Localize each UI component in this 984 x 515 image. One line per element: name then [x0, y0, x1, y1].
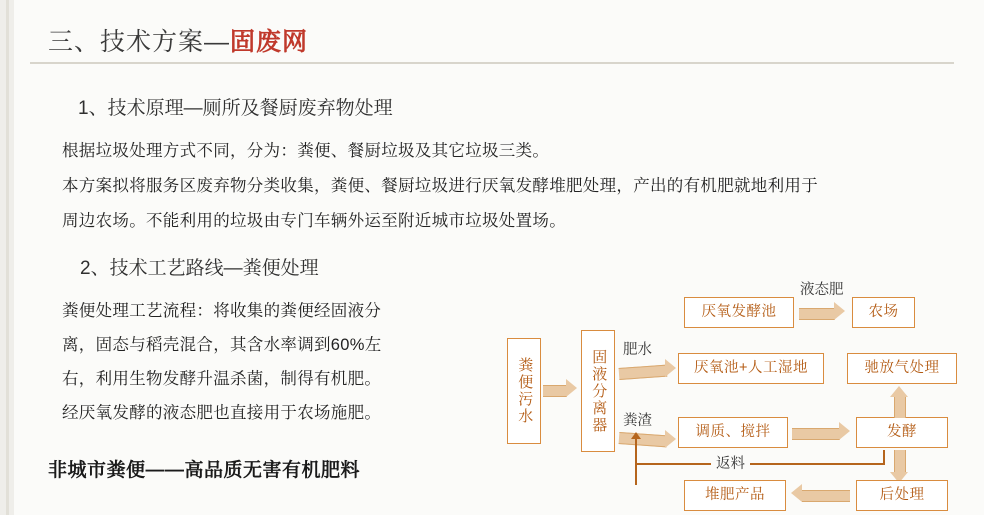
page-title: [48, 22, 308, 58]
section2-line-2: 离，固态与稻壳混合，其含水率调到60%左: [62, 336, 382, 354]
edge-label-liquid-fertilizer: 液态肥: [800, 282, 844, 298]
arrow-feces-to-separator: [543, 385, 567, 397]
section2-line-3: 右，利用生物发酵升温杀菌，制得有机肥。: [62, 370, 382, 388]
arrow-fermentation-to-gas: [894, 396, 906, 418]
arrow-fermentation-to-gas-head: [890, 386, 908, 397]
arrow-tank-to-farm-head: [834, 302, 845, 320]
page-title-prefix: 三、技术方案—: [48, 28, 231, 56]
node-solid-liquid-separator[interactable]: 固液分离器: [581, 330, 615, 452]
section1-line-2: 本方案拟将服务区废弃物分类收集，粪便、餐厨垃圾进行厌氧发酵堆肥处理，产出的有机肥就地利用于: [62, 177, 818, 195]
arrow-post-to-compost-head: [791, 484, 802, 502]
title-divider: [30, 62, 954, 64]
arrow-conditioning-to-fermentation: [792, 428, 840, 440]
arrow-fermentation-to-post: [894, 450, 906, 474]
edge-label-fertilizer-water: 肥水: [623, 342, 652, 358]
left-accent-bar-stripe: [6, 0, 9, 515]
arrow-separator-to-conditioning: [619, 432, 668, 447]
node-fermentation[interactable]: 发酵: [856, 417, 948, 448]
section2-line-1: 粪便处理工艺流程：将收集的粪便经固液分: [62, 302, 382, 320]
section2-heading: 2、技术工艺路线—粪便处理: [80, 258, 319, 279]
node-farm[interactable]: 农场: [852, 297, 915, 328]
arrow-separator-to-wetland: [619, 365, 668, 380]
arrow-post-to-compost: [802, 490, 850, 502]
return-line-vertical: [635, 463, 637, 485]
node-conditioning-mixing[interactable]: 调质、搅拌: [678, 417, 788, 448]
return-line-horizontal: [635, 463, 885, 465]
section1-heading: 1、技术原理—厕所及餐厨废弃物处理: [78, 98, 393, 119]
node-anaerobic-fermentation-tank[interactable]: 厌氧发酵池: [684, 297, 794, 328]
return-line-riser: [883, 450, 885, 464]
footer-note: 非城市粪便——高品质无害有机肥料: [48, 460, 361, 481]
section1-line-1: 根据垃圾处理方式不同，分为：粪便、餐厨垃圾及其它垃圾三类。: [62, 142, 550, 160]
edge-label-manure-residue: 粪渣: [623, 413, 652, 429]
arrow-separator-to-wetland-head: [665, 359, 676, 377]
node-feces-sewage[interactable]: 粪便污水: [507, 338, 541, 444]
section1-line-3: 周边农场。不能利用的垃圾由专门车辆外运至附近城市垃圾处置场。: [62, 212, 566, 230]
arrow-feces-to-separator-head: [566, 379, 577, 397]
section2-line-4: 经厌氧发酵的液态肥也直接用于农场施肥。: [62, 404, 382, 422]
arrow-separator-to-conditioning-head: [665, 430, 676, 448]
page-title-highlight: 固废网: [230, 28, 309, 56]
process-flow-diagram: [495, 280, 975, 512]
node-anaerobic-pond-wetland[interactable]: 厌氧池+人工湿地: [678, 353, 824, 384]
edge-label-return-material: 返料: [711, 452, 750, 473]
node-compost-product[interactable]: 堆肥产品: [684, 480, 786, 511]
node-post-treatment[interactable]: 后处理: [856, 480, 948, 511]
node-gas-treatment[interactable]: 驰放气处理: [847, 353, 957, 384]
return-line-up: [635, 438, 637, 464]
arrow-conditioning-to-fermentation-head: [839, 422, 850, 440]
arrow-tank-to-farm: [799, 308, 835, 320]
